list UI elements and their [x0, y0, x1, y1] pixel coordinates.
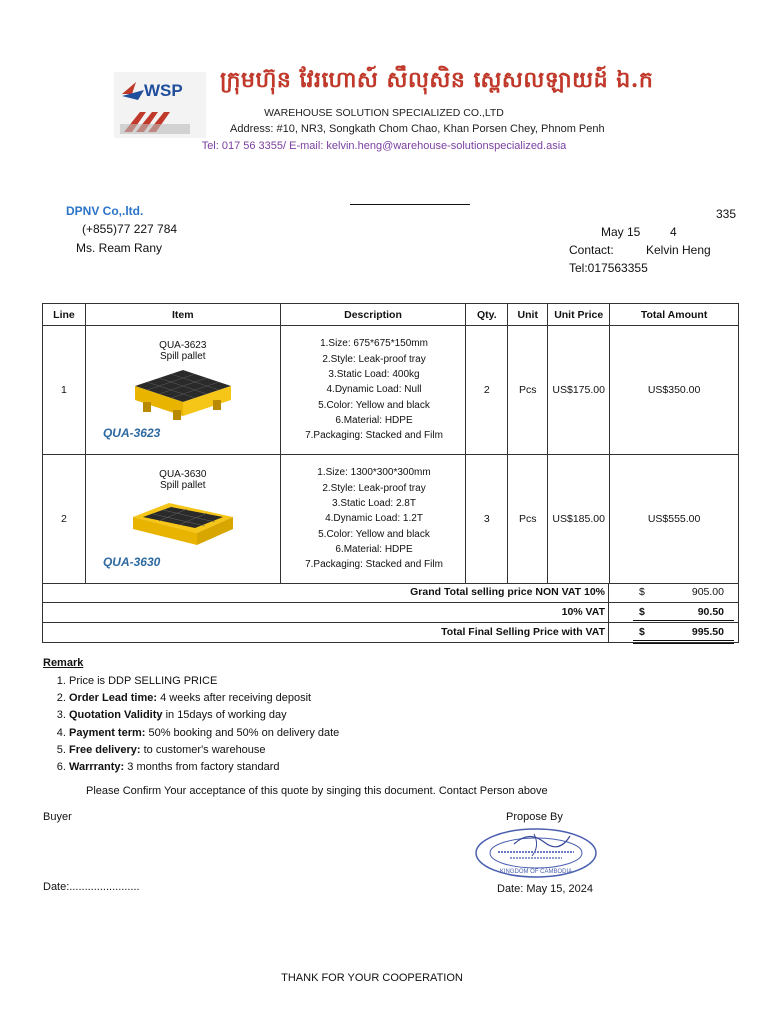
description-line: 6.Material: HDPE — [335, 414, 413, 426]
description-line: 6.Material: HDPE — [335, 543, 413, 555]
vat-value: 90.50 — [697, 606, 724, 618]
customer-person: Ms. Ream Rany — [76, 241, 163, 255]
description-line: 1.Size: 675*675*150mm — [320, 338, 428, 350]
remark-item: 3. Quotation Validity in 15days of working day — [69, 707, 339, 724]
description-line: 4.Dynamic Load: 1.2T — [325, 513, 423, 525]
description-line: 7.Packaging: Stacked and Film — [305, 559, 443, 571]
vat-currency: $ — [639, 606, 645, 618]
description-line: 2.Style: Leak-proof tray — [322, 353, 426, 365]
company-logo — [114, 72, 206, 138]
customer-name: DPNV Co,.ltd. — [66, 204, 144, 218]
quote-date-value: 4 — [670, 225, 677, 239]
seller-date: Date: May 15, 2024 — [497, 883, 594, 895]
row-total: US$555.00 — [610, 455, 739, 584]
description-line: 5.Color: Yellow and black — [318, 528, 430, 540]
remark-title: Remark — [43, 657, 84, 669]
contact-tel: Tel:017563355 — [569, 261, 648, 275]
item-name: Spill pallet — [160, 480, 206, 491]
description-line: 3.Static Load: 2.8T — [332, 498, 416, 510]
description-line: 5.Color: Yellow and black — [318, 399, 430, 411]
row-line: 2 — [43, 455, 86, 584]
row-unit: Pcs — [508, 455, 548, 584]
confirm-note: Please Confirm Your acceptance of this quote by singing this document. Contact Person above — [86, 785, 548, 797]
image-caption: QUA-3623 — [102, 426, 161, 440]
quote-date: May 15 — [601, 225, 641, 239]
description-line: 2.Style: Leak-proof tray — [322, 482, 426, 494]
company-contact: Tel: 017 56 3355/ E-mail: kelvin.heng@warehouse-solutionspecialized.asia — [201, 140, 567, 152]
row-line: 1 — [43, 326, 86, 455]
row-qty: 2 — [466, 326, 508, 455]
header-line: Line — [43, 304, 86, 326]
logo-text: WSP — [144, 81, 183, 100]
stamp-text: KINGDOM OF CAMBODIA — [499, 869, 573, 875]
quote-number: 335 — [716, 207, 737, 221]
table-header-row — [43, 304, 739, 326]
totals-section — [42, 583, 739, 643]
final-total-row — [42, 623, 739, 643]
table-row — [43, 326, 739, 455]
header-total-amount: Total Amount — [610, 304, 739, 326]
spill-pallet-image — [129, 366, 237, 424]
description-line: 1.Size: 1300*300*300mm — [317, 467, 431, 479]
propose-by-label: Propose By — [506, 811, 563, 823]
company-name-khmer: ក្រុមហ៊ុន វែរហោស៍ សឹលុសិន ស្ពេសលឡាយដ៍ ឯ.ក — [220, 67, 654, 93]
header-unit-price: Unit Price — [548, 304, 610, 326]
item-name: Spill pallet — [160, 351, 206, 362]
row-unit-price: US$185.00 — [548, 455, 610, 584]
contact-name: Kelvin Heng — [646, 243, 711, 257]
customer-phone: (+855)77 227 784 — [82, 222, 178, 236]
remark-item: 6. Warrranty: 3 months from factory standard — [69, 759, 339, 776]
row-description — [280, 455, 466, 584]
row-total: US$350.00 — [610, 326, 739, 455]
spill-pallet-image — [129, 495, 237, 553]
company-stamp — [474, 826, 598, 880]
title-underline — [350, 204, 470, 205]
items-table — [42, 303, 739, 584]
table-row — [43, 455, 739, 584]
grand-total-label: Grand Total selling price NON VAT 10% — [410, 586, 605, 598]
item-code: QUA-3623 — [159, 340, 207, 351]
remark-item: 2. Order Lead time: 4 weeks after receiving deposit — [69, 690, 339, 707]
description-line: 3.Static Load: 400kg — [328, 369, 420, 381]
row-description — [280, 326, 466, 455]
final-total-value: 995.50 — [691, 626, 724, 638]
image-caption: QUA-3630 — [102, 555, 161, 569]
company-address: Address: #10, NR3, Songkath Chom Chao, Khan Porsen Chey, Phnom Penh — [230, 123, 605, 135]
description-line: 4.Dynamic Load: Null — [326, 384, 422, 396]
header-unit: Unit — [508, 304, 548, 326]
remarks-list — [55, 673, 339, 776]
row-unit: Pcs — [508, 326, 548, 455]
description-line: 7.Packaging: Stacked and Film — [305, 430, 443, 442]
grand-total-value: 905.00 — [691, 586, 724, 598]
header-item: Item — [85, 304, 280, 326]
row-qty: 3 — [466, 455, 508, 584]
vat-label: 10% VAT — [561, 606, 605, 618]
remark-item: 5. Free delivery: to customer's warehouse — [69, 742, 339, 759]
grand-total-row — [42, 583, 739, 603]
vat-row — [42, 603, 739, 623]
buyer-label: Buyer — [43, 811, 72, 823]
item-code: QUA-3630 — [159, 469, 207, 480]
company-name-english: WAREHOUSE SOLUTION SPECIALIZED CO.,LTD — [264, 107, 504, 119]
remark-item: 1. Price is DDP SELLING PRICE — [69, 673, 339, 690]
contact-label: Contact: — [569, 243, 614, 257]
header-qty: Qty. — [466, 304, 508, 326]
final-total-currency: $ — [639, 626, 645, 638]
row-item — [85, 455, 280, 584]
remark-item: 4. Payment term: 50% booking and 50% on delivery date — [69, 725, 339, 742]
thanks-note: THANK FOR YOUR COOPERATION — [281, 972, 463, 984]
header-description: Description — [280, 304, 466, 326]
grand-total-currency: $ — [639, 586, 645, 598]
row-item — [85, 326, 280, 455]
row-unit-price: US$175.00 — [548, 326, 610, 455]
final-total-label: Total Final Selling Price with VAT — [441, 626, 605, 638]
buyer-date: Date:....................... — [43, 881, 140, 893]
